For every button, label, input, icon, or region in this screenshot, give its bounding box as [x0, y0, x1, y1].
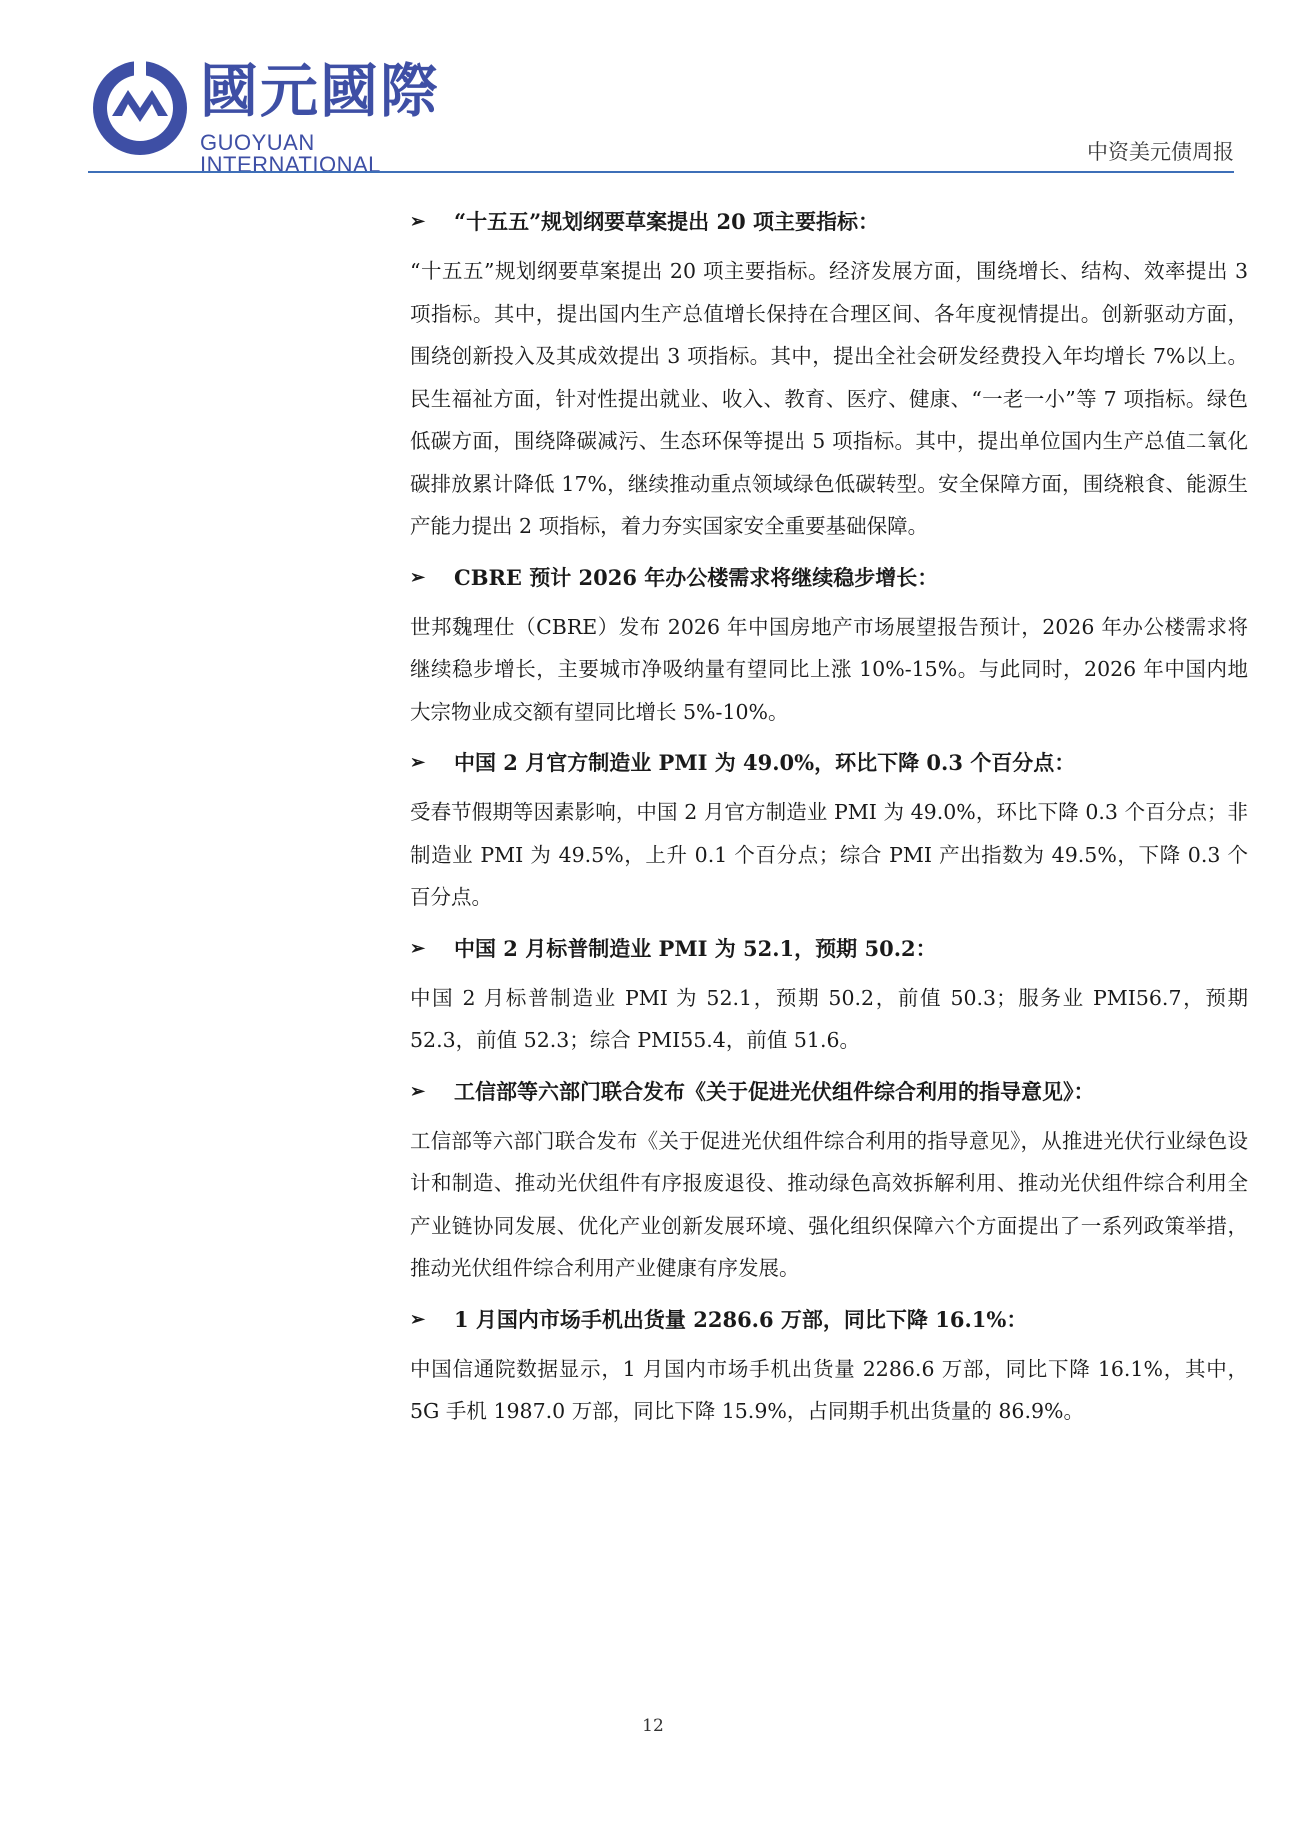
section-heading-text: 中国 2 月官方制造业 PMI 为 49.0%，环比下降 0.3 个百分点：: [454, 750, 1076, 775]
arrow-bullet-icon: ➢: [410, 211, 426, 232]
section-heading-text: “十五五”规划纲要草案提出 20 项主要指标：: [454, 209, 880, 234]
arrow-bullet-icon: ➢: [410, 1080, 426, 1102]
company-logo: [88, 56, 468, 177]
page-number: 12: [642, 1716, 664, 1736]
section-heading-text: 工信部等六部门联合发布《关于促进光伏组件综合利用的指导意见》：: [454, 1078, 1095, 1104]
section-heading-text: 中国 2 月标普制造业 PMI 为 52.1，预期 50.2：: [454, 935, 937, 961]
logo-emblem-icon: [88, 56, 192, 160]
section-heading: [410, 935, 1248, 963]
section-body: 受春节假期等因素影响，中国 2 月官方制造业 PMI 为 49.0%，环比下降 0.3 个百分点；非制造业 PMI 为 49.5%，上升 0.1 个百分点；综合 PMI 产出指数为 49.5%，下降 0.3 个百分点。: [410, 800, 1248, 909]
section-body: 中国信通院数据显示，1 月国内市场手机出货量 2286.6 万部，同比下降 16.1%，其中，5G 手机 1987.0 万部，同比下降 15.9%，占同期手机出货量的 86.9%。: [410, 1356, 1248, 1423]
section-body: 世邦魏理仕（CBRE）发布 2026 年中国房地产市场展望报告预计，2026 年办公楼需求将继续稳步增长，主要城市净吸纳量有望同比上涨 10%-15%。与此同时，2026 年中国内地大宗物业成交额有望同比增长 5%-10%。: [410, 614, 1248, 724]
logo-english-name: GUOYUAN INTERNATIONAL: [200, 130, 381, 177]
header-divider: [88, 171, 1234, 173]
section-heading: [410, 1306, 1248, 1334]
arrow-bullet-icon: ➢: [410, 566, 426, 588]
section-heading: [410, 749, 1248, 777]
section-heading-text: 1 月国内市场手机出货量 2286.6 万部，同比下降 16.1%：: [454, 1306, 1028, 1332]
report-title: 中资美元债周报: [1087, 140, 1234, 164]
arrow-bullet-icon: ➢: [410, 1308, 426, 1330]
section-heading-text: CBRE 预计 2026 年办公楼需求将继续稳步增长：: [454, 564, 939, 590]
section-body: 工信部等六部门联合发布《关于促进光伏组件综合利用的指导意见》，从推进光伏行业绿色设计和制造、推动光伏组件有序报废退役、推动绿色高效拆解利用、推动光伏组件综合利用全产业链协同发展、优化产业创新发展环境、强化组织保障六个方面提出了一系列政策举措，推动光伏组件综合利用产业健康有序发展。: [410, 1128, 1248, 1280]
arrow-bullet-icon: ➢: [410, 937, 426, 959]
section-heading: [410, 208, 1248, 236]
arrow-bullet-icon: ➢: [410, 752, 426, 773]
logo-chinese-name: 國元國際: [200, 57, 441, 125]
section-body: 中国 2 月标普制造业 PMI 为 52.1，预期 50.2，前值 50.3；服务业 PMI56.7，预期 52.3，前值 52.3；综合 PMI55.4，前值 51.6。: [410, 985, 1248, 1052]
section-heading: [410, 564, 1248, 592]
main-content: [410, 200, 1248, 1449]
section-body: “十五五”规划纲要草案提出 20 项主要指标。经济发展方面，围绕增长、结构、效率提出 3 项指标。其中，提出国内生产总值增长保持在合理区间、各年度视情提出。创新驱动方面，围绕创新投入及其成效提出 3 项指标。其中，提出全社会研发经费投入年均增长 7%以上。民生福祉方面，针对性提出就业、收入、教育、医疗、健康、“一老一小”等 7 项指标。绿色低碳方面，围绕降碳减污、生态环保等提出 5 项指标。其中，提出单位国内生产总值二氧化碳排放累计降低 17%，继续推动重点领域绿色低碳转型。安全保障方面，围绕粮食、能源生产能力提出 2 项指标，着力夯实国家安全重要基础保障。: [410, 259, 1248, 538]
section-heading: [410, 1078, 1248, 1106]
